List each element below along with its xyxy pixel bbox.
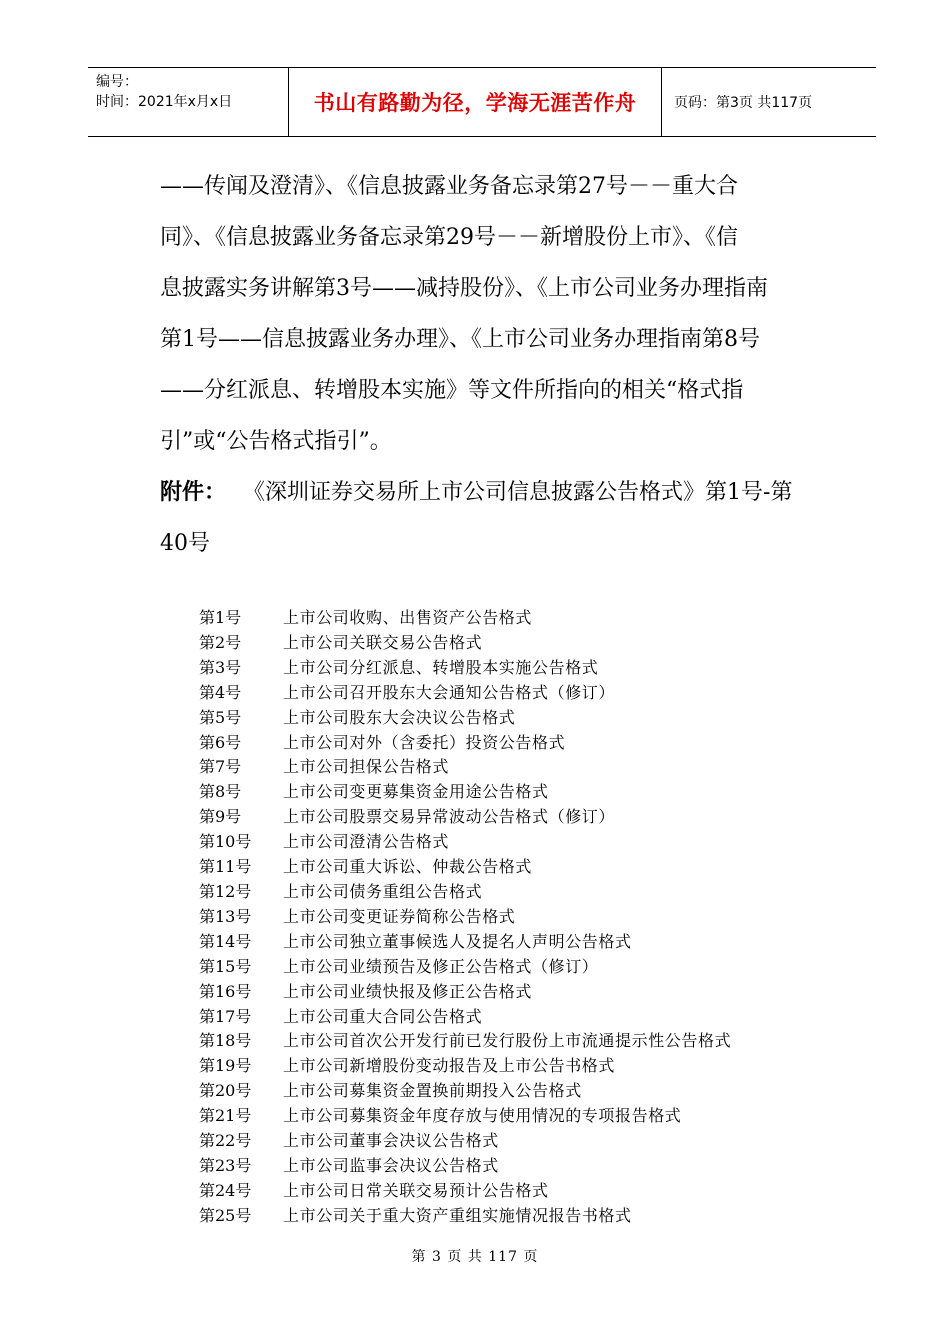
header-meta: [88, 68, 288, 136]
format-number: 第25号: [199, 1205, 252, 1225]
format-number: 第7号: [199, 757, 242, 777]
format-number: 第16号: [199, 981, 252, 1001]
body-text: [160, 161, 810, 569]
format-title: 上市公司关联交易公告格式: [283, 632, 483, 652]
format-title: 上市公司独立董事候选人及提名人声明公告格式: [283, 931, 632, 951]
format-list-item: [199, 830, 839, 855]
attachment-label: 附件：: [160, 480, 227, 505]
format-list-item: [199, 955, 839, 980]
header-motto: 书山有路勤为径，学海无涯苦作舟: [313, 91, 637, 115]
attachment-line: [160, 467, 810, 518]
format-title: 上市公司募集资金年度存放与使用情况的专项报告格式: [283, 1106, 682, 1126]
format-list-item: [199, 805, 839, 830]
body-line: ——分红派息、转增股本实施》等文件所指向的相关“格式指: [160, 378, 744, 403]
format-list-item: [199, 855, 839, 880]
format-number: 第4号: [199, 682, 242, 702]
format-list-item: [199, 606, 839, 631]
format-title: 上市公司对外（含委托）投资公告格式: [283, 732, 566, 752]
format-title: 上市公司重大合同公告格式: [283, 1006, 483, 1026]
format-list-item: [199, 1054, 839, 1079]
document-number-label: 编号：: [96, 74, 138, 90]
body-line: 同》、《信息披露业务备忘录第29号－－新增股份上市》、《信: [160, 225, 738, 250]
format-list-item: [199, 755, 839, 780]
format-number: 第22号: [199, 1131, 252, 1151]
format-list-item: [199, 780, 839, 805]
format-title: 上市公司新增股份变动报告及上市公告书格式: [283, 1056, 616, 1076]
format-list-item: [199, 681, 839, 706]
format-list-item: [199, 656, 839, 681]
format-number: 第21号: [199, 1106, 252, 1126]
attachment-text: 《深圳证券交易所上市公司信息披露公告格式》第1号-第: [254, 480, 793, 505]
format-title: 上市公司股东大会决议公告格式: [283, 707, 516, 727]
format-list-item: [199, 1179, 839, 1204]
format-list-item: [199, 1104, 839, 1129]
format-title: 上市公司变更募集资金用途公告格式: [283, 782, 549, 802]
format-title: 上市公司债务重组公告格式: [283, 881, 483, 901]
format-number: 第8号: [199, 782, 242, 802]
format-title: 上市公司担保公告格式: [283, 757, 450, 777]
format-title: 上市公司董事会决议公告格式: [283, 1131, 499, 1151]
format-title: 上市公司募集资金置换前期投入公告格式: [283, 1081, 582, 1101]
format-title: 上市公司澄清公告格式: [283, 832, 450, 852]
format-title: 上市公司业绩快报及修正公告格式: [283, 981, 533, 1001]
format-list-item: [199, 1029, 839, 1054]
format-list-item: [199, 980, 839, 1005]
format-number: 第18号: [199, 1031, 252, 1051]
format-title: 上市公司变更证券简称公告格式: [283, 906, 516, 926]
header-page-label: 页码：第3页 共117页: [674, 95, 813, 111]
format-number: 第10号: [199, 832, 252, 852]
format-number: 第9号: [199, 807, 242, 827]
format-list-item: [199, 731, 839, 756]
format-number: 第24号: [199, 1180, 252, 1200]
format-number: 第14号: [199, 931, 252, 951]
format-title: 上市公司监事会决议公告格式: [283, 1155, 499, 1175]
format-number: 第13号: [199, 906, 252, 926]
format-title: 上市公司股票交易异常波动公告格式（修订）: [283, 807, 616, 827]
format-list-item: [199, 706, 839, 731]
format-title: 上市公司业绩预告及修正公告格式（修订）: [283, 956, 599, 976]
body-line: ——传闻及澄清》、《信息披露业务备忘录第27号－－重大合: [160, 174, 738, 199]
format-list-item: [199, 1204, 839, 1229]
format-number: 第2号: [199, 632, 242, 652]
format-title: 上市公司日常关联交易预计公告格式: [283, 1180, 549, 1200]
format-number: 第15号: [199, 956, 252, 976]
format-number: 第6号: [199, 732, 242, 752]
document-time-label: 时间：2021年x月x日: [96, 94, 233, 110]
format-title: 上市公司关于重大资产重组实施情况报告书格式: [283, 1205, 632, 1225]
format-number: 第3号: [199, 657, 242, 677]
format-number: 第12号: [199, 881, 252, 901]
format-list-item: [199, 631, 839, 656]
header-motto-cell: [288, 68, 662, 136]
format-title: 上市公司重大诉讼、仲裁公告格式: [283, 857, 533, 877]
format-title: 上市公司召开股东大会通知公告格式（修订）: [283, 682, 616, 702]
body-line: 息披露实务讲解第3号——减持股份》、《上市公司业务办理指南: [160, 276, 768, 301]
format-title: 上市公司收购、出售资产公告格式: [283, 608, 533, 627]
format-list-item: [199, 905, 839, 930]
header-page-cell: [662, 68, 876, 136]
format-number: 第19号: [199, 1056, 252, 1076]
format-list-item: [199, 1154, 839, 1179]
format-number: 第5号: [199, 707, 242, 727]
format-list-item: [199, 930, 839, 955]
page-footer: 第 3 页 共 117 页: [411, 1249, 539, 1265]
body-line: 引”或“公告格式指引”。: [160, 429, 392, 454]
format-list-item: [199, 1079, 839, 1104]
format-list: [199, 606, 839, 1229]
format-title: 上市公司分红派息、转增股本实施公告格式: [283, 657, 599, 677]
page-header: [88, 67, 876, 137]
format-number: 第20号: [199, 1081, 252, 1101]
attachment-continuation: 40号: [160, 531, 210, 556]
format-number: 第11号: [199, 857, 252, 877]
format-number: 第1号: [199, 608, 242, 627]
format-number: 第17号: [199, 1006, 252, 1026]
format-list-item: [199, 1129, 839, 1154]
format-number: 第23号: [199, 1155, 252, 1175]
format-list-item: [199, 1005, 839, 1030]
format-title: 上市公司首次公开发行前已发行股份上市流通提示性公告格式: [283, 1031, 732, 1051]
body-line: 第1号——信息披露业务办理》、《上市公司业务办理指南第8号: [160, 327, 760, 352]
format-list-item: [199, 880, 839, 905]
